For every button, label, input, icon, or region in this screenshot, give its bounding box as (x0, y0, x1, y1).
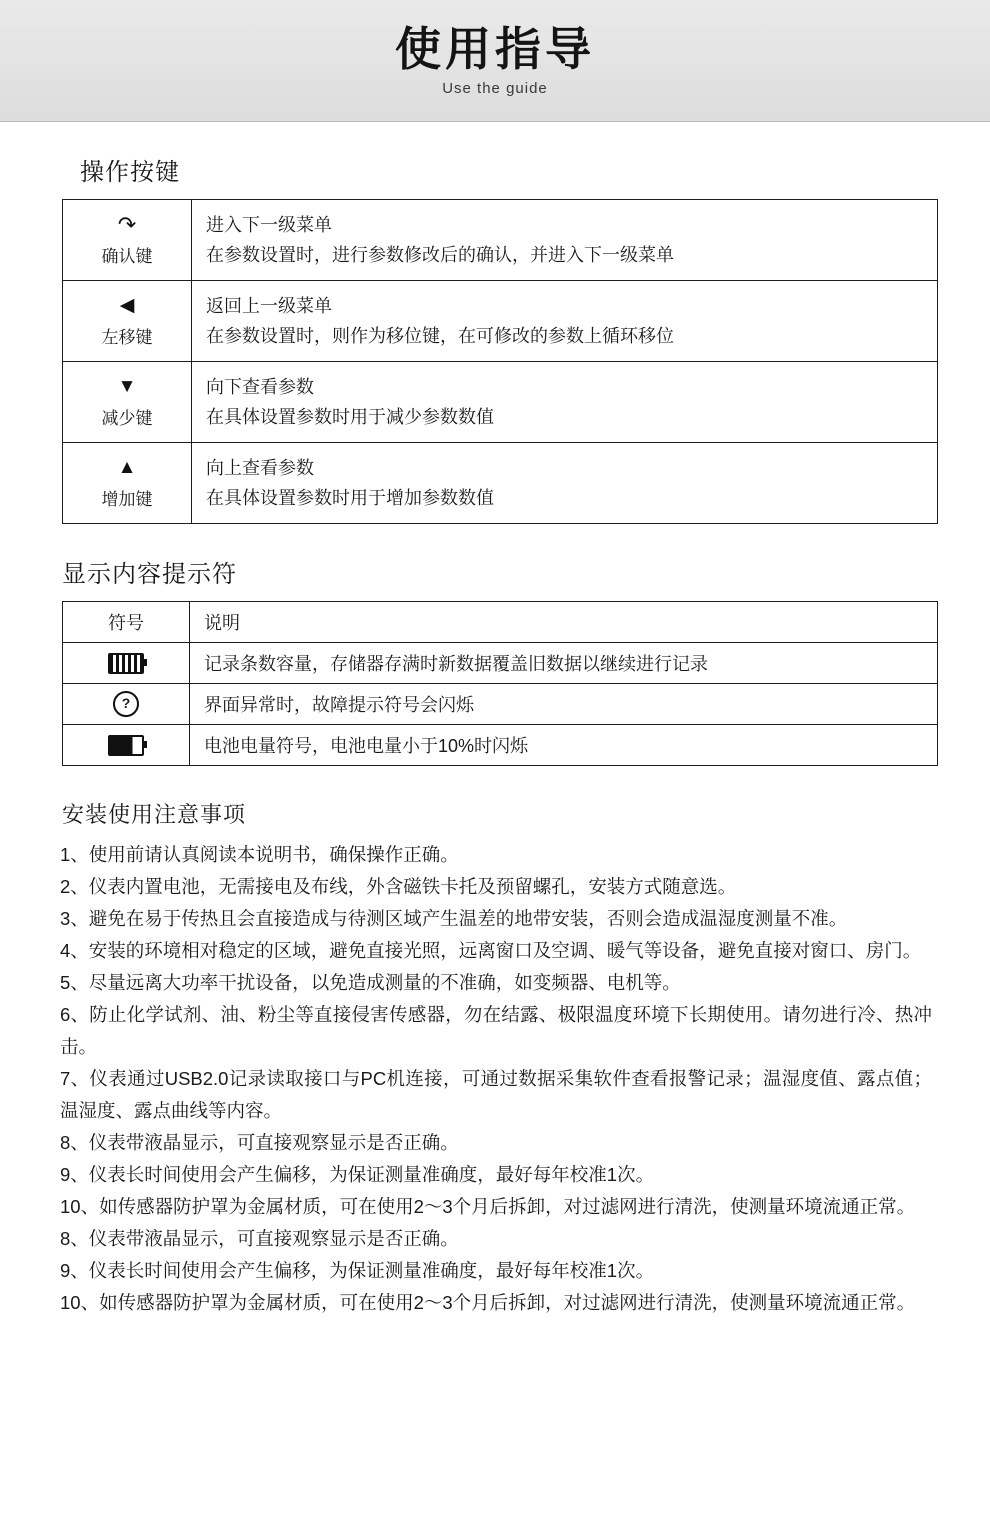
notes-section-title: 安装使用注意事项 (62, 802, 247, 827)
key-desc-line: 向上查看参数 (206, 458, 314, 478)
operation-keys-table (62, 199, 938, 524)
list-item: 8、仪表带液晶显示，可直接观察显示是否正确。 (60, 1132, 459, 1153)
list-item: 6、防止化学试剂、油、粉尘等直接侵害传感器，勿在结露、极限温度环境下长期使用。请勿进行冷、热冲击。 (60, 1004, 932, 1057)
symbols-section-title: 显示内容提示符 (62, 561, 237, 588)
table-row (63, 281, 938, 362)
up-arrow-key-icon: ▲ (117, 456, 137, 478)
list-item: 10、如传感器防护罩为金属材质，可在使用2～3个月后拆卸，对过滤网进行清洗，使测量环境流通正常。 (60, 1292, 916, 1313)
key-desc-down (192, 362, 938, 443)
key-desc-line: 在参数设置时，进行参数修改后的确认，并进入下一级菜单 (206, 245, 674, 265)
key-cell-down (63, 362, 192, 443)
table-row (63, 725, 938, 766)
list-item: 8、仪表带液晶显示，可直接观察显示是否正确。 (60, 1228, 459, 1249)
table-row (63, 643, 938, 684)
key-label: 减少键 (101, 408, 153, 428)
key-desc-line: 在具体设置参数时用于增加参数数值 (206, 488, 494, 508)
key-desc-left (192, 281, 938, 362)
left-arrow-key-icon: ◀ (119, 294, 135, 316)
key-desc-line: 在参数设置时，则作为移位键，在可修改的参数上循环移位 (206, 326, 674, 346)
page-title: 使用指导 (395, 22, 595, 75)
list-item: 5、尽量远离大功率干扰设备，以免造成测量的不准确，如变频器、电机等。 (60, 972, 681, 993)
down-arrow-key-icon: ▼ (117, 375, 137, 397)
symbol-cell-fault (63, 684, 190, 725)
page-content (0, 152, 990, 1319)
page-subtitle: Use the guide (442, 80, 548, 98)
list-item: 1、使用前请认真阅读本说明书，确保操作正确。 (60, 844, 459, 865)
key-cell-up (63, 443, 192, 524)
symbol-description: 记录条数容量，存储器存满时新数据覆盖旧数据以继续进行记录 (190, 643, 938, 684)
key-cell-confirm (63, 200, 192, 281)
key-cell-left (63, 281, 192, 362)
key-desc-line: 返回上一级菜单 (206, 296, 332, 316)
symbol-description: 电池电量符号，电池电量小于10%时闪烁 (190, 725, 938, 766)
battery-level-icon (108, 735, 144, 756)
list-item: 7、仪表通过USB2.0记录读取接口与PC机连接，可通过数据采集软件查看报警记录；温湿度值、露点值；温湿度、露点曲线等内容。 (60, 1068, 932, 1121)
key-desc-line: 进入下一级菜单 (206, 215, 332, 235)
table-header-row (63, 602, 938, 643)
table-row (63, 684, 938, 725)
key-label: 确认键 (101, 246, 153, 266)
page-header-banner (0, 0, 990, 122)
enter-key-icon: ↷ (117, 211, 137, 237)
column-header-symbol: 符号 (63, 602, 190, 643)
column-header-description: 说明 (190, 602, 938, 643)
key-desc-up (192, 443, 938, 524)
key-label: 增加键 (101, 489, 153, 509)
symbol-cell-record (63, 643, 190, 684)
list-item: 4、安装的环境相对稳定的区域，避免直接光照，远离窗口及空调、暖气等设备，避免直接对窗口、房门。 (60, 940, 922, 961)
list-item: 9、仪表长时间使用会产生偏移，为保证测量准确度，最好每年校准1次。 (60, 1164, 655, 1185)
table-row (63, 200, 938, 281)
fault-question-icon: ? (113, 691, 139, 717)
list-item: 9、仪表长时间使用会产生偏移，为保证测量准确度，最好每年校准1次。 (60, 1260, 655, 1281)
list-item: 3、避免在易于传热且会直接造成与待测区域产生温差的地带安装，否则会造成温湿度测量不准。 (60, 908, 848, 929)
key-desc-line: 在具体设置参数时用于减少参数数值 (206, 407, 494, 427)
key-label: 左移键 (101, 327, 153, 347)
list-item: 10、如传感器防护罩为金属材质，可在使用2～3个月后拆卸，对过滤网进行清洗，使测量环境流通正常。 (60, 1196, 916, 1217)
symbol-description: 界面异常时，故障提示符号会闪烁 (190, 684, 938, 725)
list-item: 2、仪表内置电池，无需接电及布线，外含磁铁卡托及预留螺孔，安装方式随意选。 (60, 876, 737, 897)
record-capacity-icon (108, 653, 144, 674)
key-desc-confirm (192, 200, 938, 281)
key-desc-line: 向下查看参数 (206, 377, 314, 397)
keys-section-title: 操作按键 (80, 159, 180, 186)
table-row (63, 362, 938, 443)
table-row (63, 443, 938, 524)
symbol-cell-battery (63, 725, 190, 766)
display-symbols-table (62, 601, 938, 766)
notes-list (58, 839, 932, 1319)
